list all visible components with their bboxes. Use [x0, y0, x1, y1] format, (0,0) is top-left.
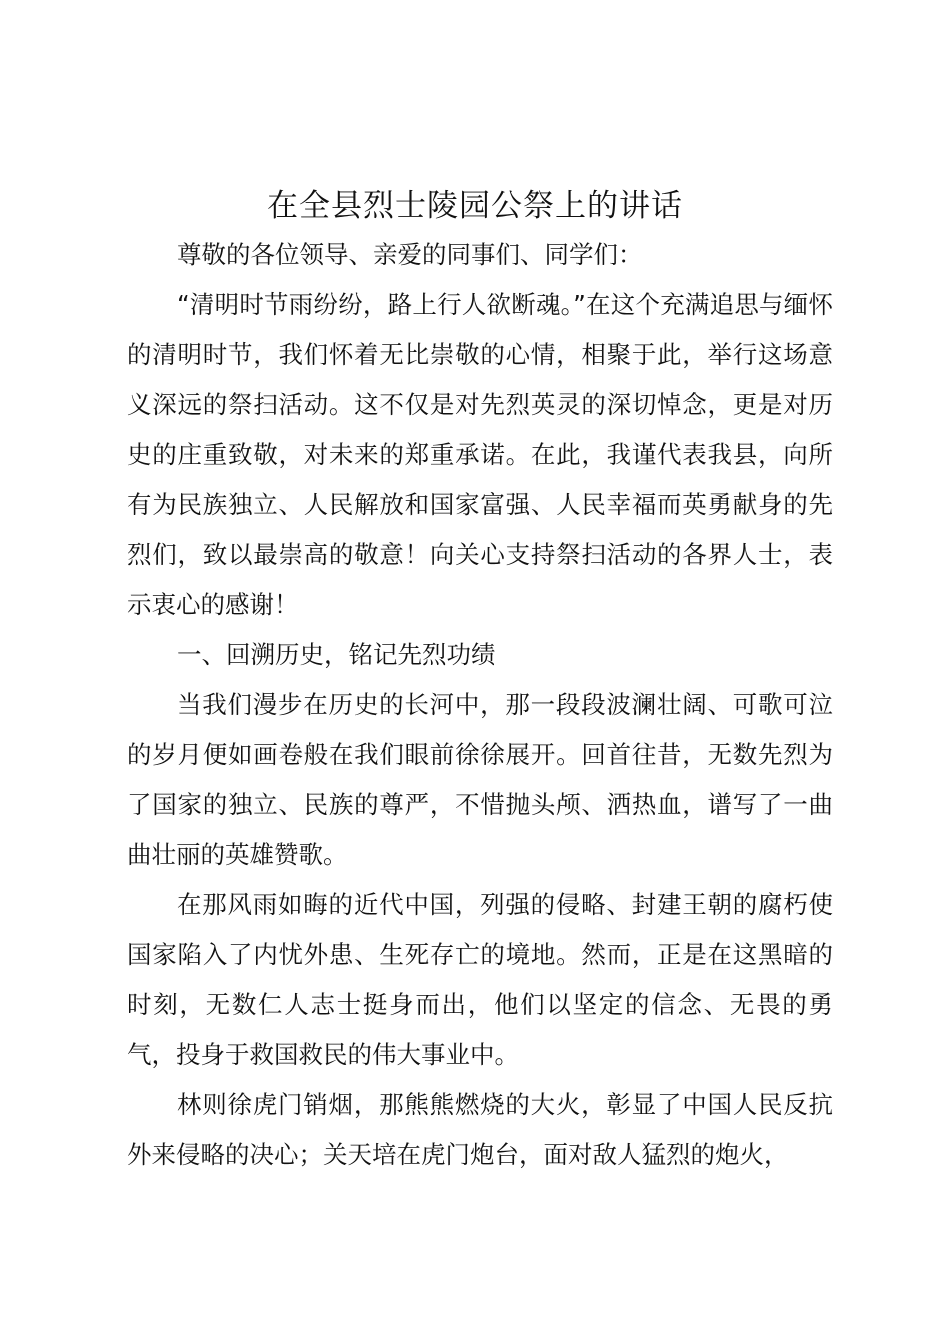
document-body: [127, 230, 833, 1180]
modern-china-paragraph: 在那风雨如晦的近代中国，列强的侵略、封建王朝的腐朽使国家陷入了内忧外患、生死存亡的境地。然而，正是在这黑暗的时刻，无数仁人志士挺身而出，他们以坚定的信念、无畏的勇气，投身于救国救民的伟大事业中。: [127, 890, 833, 1069]
salutation-paragraph: 尊敬的各位领导、亲爱的同事们、同学们：: [177, 240, 643, 269]
lin-zexu-paragraph: 林则徐虎门销烟，那熊熊燃烧的大火，彰显了中国人民反抗外来侵略的决心；关天培在虎门炮台，面对敌人猛烈的炮火，: [127, 1090, 833, 1169]
history-paragraph: 当我们漫步在历史的长河中，那一段段波澜壮阔、可歌可泣的岁月便如画卷般在我们眼前徐徐展开。回首往昔，无数先烈为了国家的独立、民族的尊严，不惜抛头颅、洒热血，谱写了一曲曲壮丽的英雄赞歌。: [127, 690, 833, 869]
opening-paragraph: “清明时节雨纷纷，路上行人欲断魂。”在这个充满追思与缅怀的清明时节，我们怀着无比崇敬的心情，相聚于此，举行这场意义深远的祭扫活动。这不仅是对先烈英灵的深切悼念，更是对历史的庄重致敬，对未来的郑重承诺。在此，我谨代表我县，向所有为民族独立、人民解放和国家富强、人民幸福而英勇献身的先烈们，致以最崇高的敬意！向关心支持祭扫活动的各界人士，表示衷心的感谢！: [127, 290, 833, 619]
section-heading: 一、回溯历史，铭记先烈功绩: [177, 640, 496, 669]
document-title: 在全县烈士陵园公祭上的讲话: [267, 188, 683, 224]
